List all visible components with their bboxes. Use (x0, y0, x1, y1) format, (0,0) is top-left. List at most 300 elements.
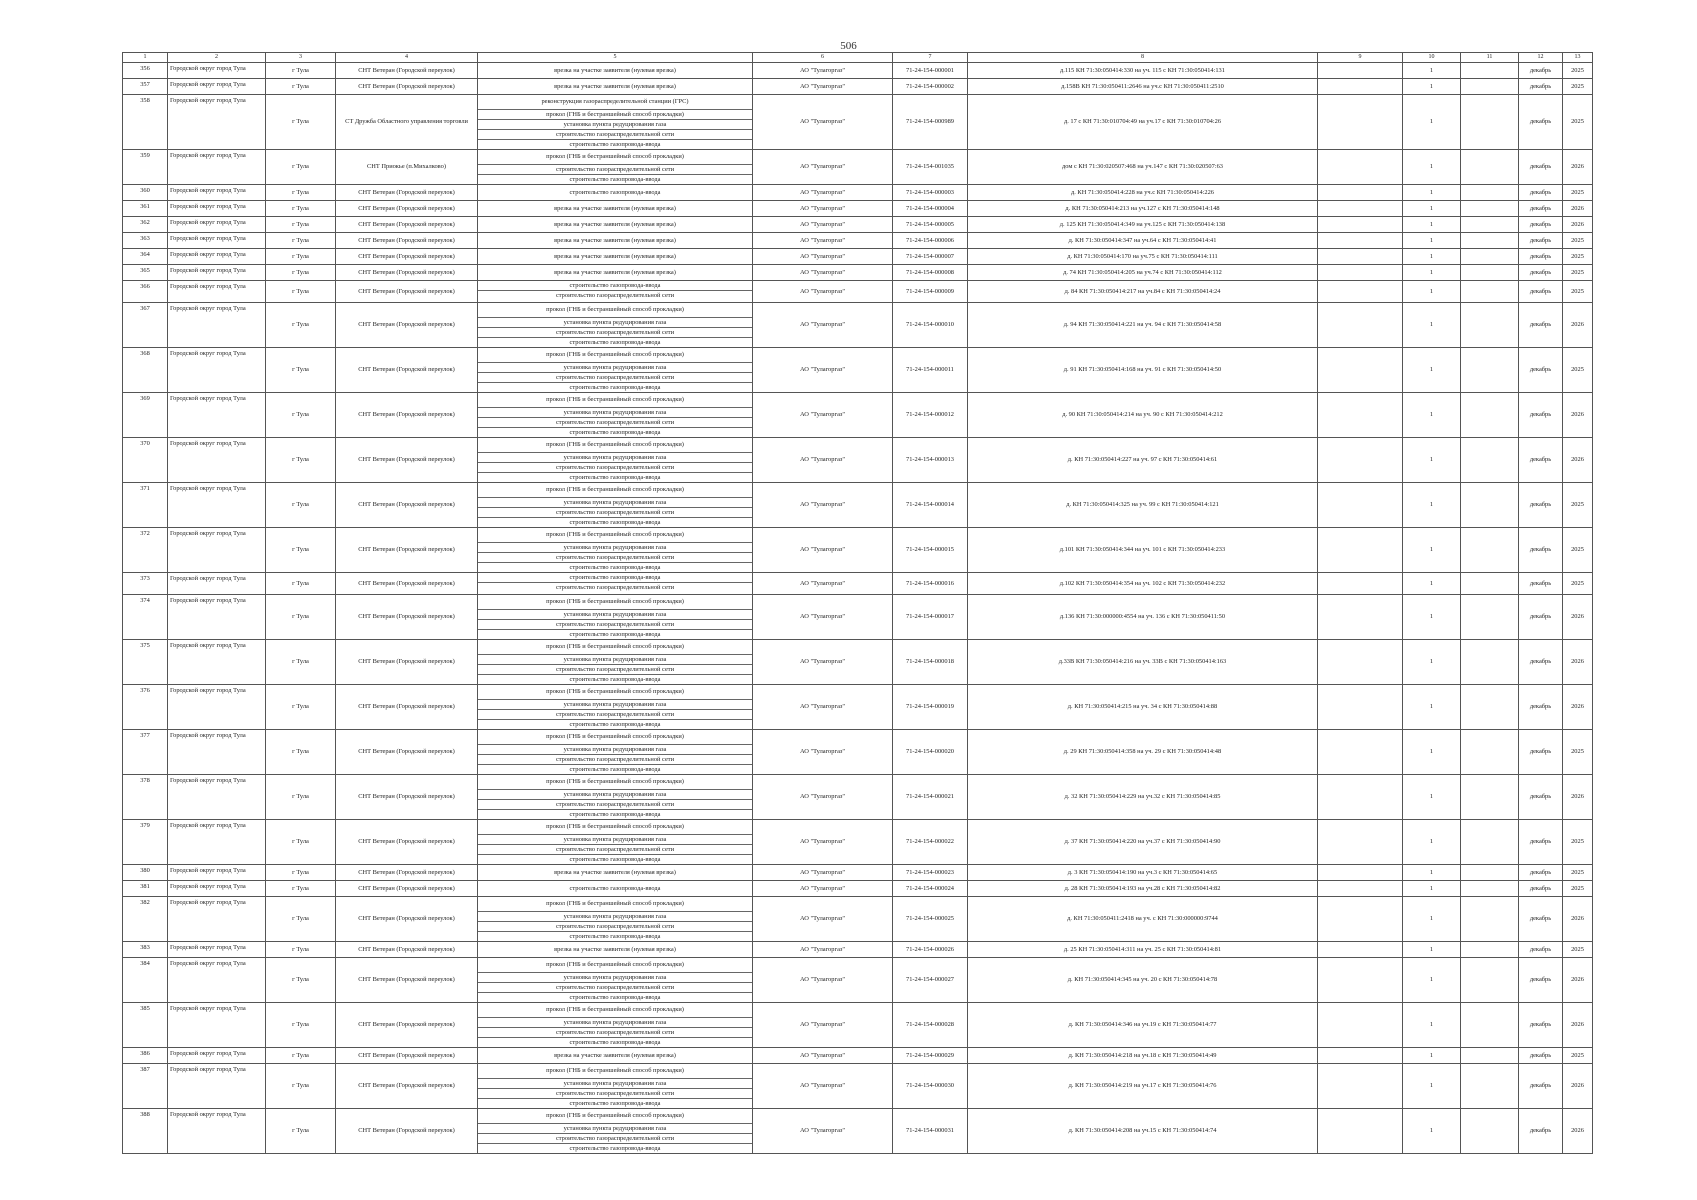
city-cell: г Тула (266, 865, 336, 881)
works-item: врезка на участке заявителя (нулевая врезка) (554, 205, 676, 212)
works-cell (478, 775, 753, 820)
year-cell: 2025 (1563, 483, 1593, 528)
org-cell: АО "Тулагоргаз" (753, 201, 893, 217)
month-cell: декабрь (1519, 150, 1563, 185)
city-cell: г Тула (266, 265, 336, 281)
district-cell: Городской округ город Тула (168, 217, 266, 233)
works-item: строительство газораспределительной сети (478, 1089, 752, 1099)
address-cell: д. КН 71:30:050414:170 на уч.75 с КН 71:30:050414:111 (968, 249, 1318, 265)
empty-cell (1461, 685, 1519, 730)
works-item: строительство газопровода-ввода (569, 429, 661, 436)
object-cell: СНТ Ветеран (Городской переулок) (336, 640, 478, 685)
table-row (123, 265, 1593, 281)
city-cell: г Тула (266, 1003, 336, 1048)
year-cell: 2025 (1563, 881, 1593, 897)
works-cell (478, 640, 753, 685)
works-item: прокол (ГНБ и бестраншейный способ прокладки) (478, 595, 752, 610)
table-row (123, 217, 1593, 233)
empty-cell (1318, 865, 1403, 881)
qty-cell: 1 (1403, 265, 1461, 281)
works-item: строительство газораспределительной сети (478, 165, 752, 175)
qty-cell: 1 (1403, 483, 1461, 528)
object-cell: СНТ Ветеран (Городской переулок) (336, 201, 478, 217)
month-cell: декабрь (1519, 281, 1563, 303)
address-cell: д. 37 КН 71:30:050414:220 на уч.37 с КН 71:30:050414:90 (968, 820, 1318, 865)
empty-cell (1461, 730, 1519, 775)
address-cell: д. 90 КН 71:30:050414:214 на уч. 90 с КН 71:30:050414:212 (968, 393, 1318, 438)
works-item: прокол (ГНБ и бестраншейный способ прокладки) (478, 685, 752, 700)
works-item: установка пункта редуцирования газа (478, 120, 752, 130)
month-cell: декабрь (1519, 942, 1563, 958)
month-cell: декабрь (1519, 640, 1563, 685)
works-item: строительство газопровода-ввода (569, 766, 661, 773)
works-cell (478, 1064, 753, 1109)
org-cell: АО "Тулагоргаз" (753, 942, 893, 958)
district-cell: Городской округ город Тула (168, 640, 266, 685)
address-cell: д. 28 КН 71:30:050414:193 на уч.28 с КН 71:30:050414:82 (968, 881, 1318, 897)
object-cell: СНТ Ветеран (Городской переулок) (336, 217, 478, 233)
works-cell (478, 249, 753, 265)
table-row (123, 63, 1593, 79)
object-cell: СНТ Ветеран (Городской переулок) (336, 1109, 478, 1154)
object-cell: СНТ Ветеран (Городской переулок) (336, 865, 478, 881)
org-cell: АО "Тулагоргаз" (753, 1003, 893, 1048)
column-number: 11 (1461, 53, 1519, 63)
works-cell (478, 958, 753, 1003)
city-cell: г Тула (266, 1048, 336, 1064)
address-cell: д. КН 71:30:050414:346 на уч.19 с КН 71:30:050414:77 (968, 1003, 1318, 1048)
works-cell (478, 685, 753, 730)
works-item: прокол (ГНБ и бестраншейный способ прокладки) (478, 820, 752, 835)
object-cell: СНТ Ветеран (Городской переулок) (336, 79, 478, 95)
works-item: строительство газопровода-ввода (569, 1039, 661, 1046)
org-cell: АО "Тулагоргаз" (753, 348, 893, 393)
works-item: строительство газопровода-ввода (569, 1100, 661, 1107)
num-cell: 384 (123, 958, 168, 1003)
num-cell: 381 (123, 881, 168, 897)
qty-cell: 1 (1403, 573, 1461, 595)
city-cell: г Тула (266, 640, 336, 685)
table-row (123, 730, 1593, 775)
works-item: строительство газораспределительной сети (478, 845, 752, 855)
qty-cell: 1 (1403, 393, 1461, 438)
table-row (123, 881, 1593, 897)
city-cell: г Тула (266, 528, 336, 573)
city-cell: г Тула (266, 201, 336, 217)
month-cell: декабрь (1519, 1109, 1563, 1154)
works-item: строительство газораспределительной сети (555, 292, 675, 299)
city-cell: г Тула (266, 393, 336, 438)
district-cell: Городской округ город Тула (168, 897, 266, 942)
column-number: 1 (123, 53, 168, 63)
city-cell: г Тула (266, 730, 336, 775)
works-item: строительство газопровода-ввода (569, 856, 661, 863)
column-number: 10 (1403, 53, 1461, 63)
month-cell: декабрь (1519, 438, 1563, 483)
works-item: строительство газопровода-ввода (569, 994, 661, 1001)
city-cell: г Тула (266, 483, 336, 528)
org-cell: АО "Тулагоргаз" (753, 897, 893, 942)
empty-cell (1318, 1048, 1403, 1064)
city-cell: г Тула (266, 775, 336, 820)
empty-cell (1461, 265, 1519, 281)
qty-cell: 1 (1403, 528, 1461, 573)
district-cell: Городской округ город Тула (168, 881, 266, 897)
works-cell (478, 393, 753, 438)
num-cell: 370 (123, 438, 168, 483)
month-cell: декабрь (1519, 595, 1563, 640)
code-cell: 71-24-154-000030 (893, 1064, 968, 1109)
table-row (123, 528, 1593, 573)
num-cell: 356 (123, 63, 168, 79)
works-item: строительство газопровода-ввода (569, 339, 661, 346)
address-cell: д.101 КН 71:30:050414:344 на уч. 101 с КН 71:30:050414:233 (968, 528, 1318, 573)
object-cell: СТ Дружба Областного управления торговли (336, 95, 478, 150)
org-cell: АО "Тулагоргаз" (753, 393, 893, 438)
month-cell: декабрь (1519, 730, 1563, 775)
month-cell: декабрь (1519, 233, 1563, 249)
empty-cell (1318, 730, 1403, 775)
works-item: прокол (ГНБ и бестраншейный способ прокладки) (478, 528, 752, 543)
district-cell: Городской округ город Тула (168, 573, 266, 595)
empty-cell (1318, 217, 1403, 233)
empty-cell (1318, 483, 1403, 528)
month-cell: декабрь (1519, 348, 1563, 393)
address-cell: д. КН 71:30:050414:218 на уч.18 с КН 71:30:050414:49 (968, 1048, 1318, 1064)
code-cell: 71-24-154-000013 (893, 438, 968, 483)
works-cell (478, 95, 753, 150)
works-item: установка пункта редуцирования газа (478, 408, 752, 418)
address-cell: д.158В КН 71:30:050411:2646 на уч.с КН 71:30:050411:2510 (968, 79, 1318, 95)
works-item: установка пункта редуцирования газа (478, 745, 752, 755)
year-cell: 2025 (1563, 95, 1593, 150)
district-cell: Городской округ город Тула (168, 1048, 266, 1064)
address-cell: д. 125 КН 71:30:050414:349 на уч.125 с КН 71:30:050414:138 (968, 217, 1318, 233)
qty-cell: 1 (1403, 1064, 1461, 1109)
num-cell: 383 (123, 942, 168, 958)
works-item: прокол (ГНБ и бестраншейный способ прокладки) (478, 110, 752, 120)
works-item: строительство газораспределительной сети (478, 1134, 752, 1144)
code-cell: 71-24-154-000024 (893, 881, 968, 897)
works-cell (478, 595, 753, 640)
works-item: установка пункта редуцирования газа (478, 655, 752, 665)
district-cell: Городской округ город Тула (168, 348, 266, 393)
works-item: прокол (ГНБ и бестраншейный способ прокладки) (478, 1109, 752, 1124)
qty-cell: 1 (1403, 150, 1461, 185)
year-cell: 2026 (1563, 438, 1593, 483)
org-cell: АО "Тулагоргаз" (753, 249, 893, 265)
address-cell: д. КН 71:30:050414:345 на уч. 20 с КН 71:30:050414:78 (968, 958, 1318, 1003)
works-item: строительство газопровода-ввода (569, 384, 661, 391)
org-cell: АО "Тулагоргаз" (753, 281, 893, 303)
org-cell: АО "Тулагоргаз" (753, 185, 893, 201)
district-cell: Городской округ город Тула (168, 942, 266, 958)
empty-cell (1461, 95, 1519, 150)
org-cell: АО "Тулагоргаз" (753, 303, 893, 348)
district-cell: Городской округ город Тула (168, 730, 266, 775)
num-cell: 375 (123, 640, 168, 685)
qty-cell: 1 (1403, 233, 1461, 249)
year-cell: 2026 (1563, 303, 1593, 348)
works-item: строительство газопровода-ввода (569, 176, 661, 183)
table-row (123, 79, 1593, 95)
empty-cell (1318, 595, 1403, 640)
object-cell: СНТ Ветеран (Городской переулок) (336, 348, 478, 393)
empty-cell (1461, 640, 1519, 685)
code-cell: 71-24-154-000003 (893, 185, 968, 201)
city-cell: г Тула (266, 685, 336, 730)
column-number: 9 (1318, 53, 1403, 63)
num-cell: 365 (123, 265, 168, 281)
org-cell: АО "Тулагоргаз" (753, 958, 893, 1003)
qty-cell: 1 (1403, 942, 1461, 958)
year-cell: 2025 (1563, 79, 1593, 95)
qty-cell: 1 (1403, 281, 1461, 303)
month-cell: декабрь (1519, 775, 1563, 820)
qty-cell: 1 (1403, 438, 1461, 483)
works-item: строительство газораспределительной сети (555, 584, 675, 591)
object-cell: СНТ Ветеран (Городской переулок) (336, 233, 478, 249)
empty-cell (1461, 249, 1519, 265)
district-cell: Городской округ город Тула (168, 1109, 266, 1154)
works-item: строительство газораспределительной сети (478, 800, 752, 810)
table-row (123, 573, 1593, 595)
works-item: прокол (ГНБ и бестраншейный способ прокладки) (478, 303, 752, 318)
empty-cell (1318, 438, 1403, 483)
district-cell: Городской округ город Тула (168, 865, 266, 881)
num-cell: 376 (123, 685, 168, 730)
org-cell: АО "Тулагоргаз" (753, 775, 893, 820)
works-item: строительство газораспределительной сети (478, 922, 752, 932)
address-cell: д. 3 КН 71:30:050414:190 на уч.3 с КН 71:30:050414:65 (968, 865, 1318, 881)
empty-cell (1461, 881, 1519, 897)
works-cell (478, 281, 753, 303)
works-item: строительство газопровода-ввода (478, 573, 752, 583)
works-cell (478, 348, 753, 393)
qty-cell: 1 (1403, 730, 1461, 775)
object-cell: СНТ Ветеран (Городской переулок) (336, 265, 478, 281)
qty-cell: 1 (1403, 958, 1461, 1003)
works-item: установка пункта редуцирования газа (478, 543, 752, 553)
year-cell: 2025 (1563, 730, 1593, 775)
address-cell: д. 17 с КН 71:30:010704:49 на уч.17 с КН 71:30:010704:26 (968, 95, 1318, 150)
num-cell: 388 (123, 1109, 168, 1154)
empty-cell (1318, 528, 1403, 573)
num-cell: 373 (123, 573, 168, 595)
city-cell: г Тула (266, 820, 336, 865)
empty-cell (1461, 942, 1519, 958)
num-cell: 379 (123, 820, 168, 865)
object-cell: СНТ Ветеран (Городской переулок) (336, 595, 478, 640)
empty-cell (1461, 483, 1519, 528)
works-item: врезка на участке заявителя (нулевая врезка) (554, 1052, 676, 1059)
works-item: врезка на участке заявителя (нулевая врезка) (554, 869, 676, 876)
object-cell: СНТ Ветеран (Городской переулок) (336, 1064, 478, 1109)
qty-cell: 1 (1403, 595, 1461, 640)
district-cell: Городской округ город Тула (168, 1003, 266, 1048)
month-cell: декабрь (1519, 265, 1563, 281)
org-cell: АО "Тулагоргаз" (753, 685, 893, 730)
city-cell: г Тула (266, 249, 336, 265)
num-cell: 374 (123, 595, 168, 640)
table-row (123, 1064, 1593, 1109)
works-item: прокол (ГНБ и бестраншейный способ прокладки) (478, 730, 752, 745)
city-cell: г Тула (266, 303, 336, 348)
works-item: строительство газопровода-ввода (569, 885, 661, 892)
works-item: прокол (ГНБ и бестраншейный способ прокладки) (478, 348, 752, 363)
code-cell: 71-24-154-000020 (893, 730, 968, 775)
code-cell: 71-24-154-000015 (893, 528, 968, 573)
table-row (123, 1003, 1593, 1048)
district-cell: Городской округ город Тула (168, 775, 266, 820)
org-cell: АО "Тулагоргаз" (753, 1048, 893, 1064)
address-cell: д. 94 КН 71:30:050414:221 на уч. 94 с КН 71:30:050414:58 (968, 303, 1318, 348)
city-cell: г Тула (266, 881, 336, 897)
table-row (123, 685, 1593, 730)
empty-cell (1461, 201, 1519, 217)
works-item: строительство газопровода-ввода (478, 281, 752, 291)
qty-cell: 1 (1403, 63, 1461, 79)
address-cell: д. КН 71:30:050411:2418 на уч. с КН 71:30:000000:9744 (968, 897, 1318, 942)
works-cell (478, 573, 753, 595)
empty-cell (1461, 1109, 1519, 1154)
code-cell: 71-24-154-000989 (893, 95, 968, 150)
works-item: прокол (ГНБ и бестраншейный способ прокладки) (478, 438, 752, 453)
city-cell: г Тула (266, 595, 336, 640)
works-item: строительство газопровода-ввода (569, 519, 661, 526)
works-cell (478, 233, 753, 249)
qty-cell: 1 (1403, 303, 1461, 348)
code-cell: 71-24-154-000010 (893, 303, 968, 348)
empty-cell (1318, 820, 1403, 865)
empty-cell (1461, 63, 1519, 79)
works-item: установка пункта редуцирования газа (478, 700, 752, 710)
city-cell: г Тула (266, 1109, 336, 1154)
table-row (123, 95, 1593, 150)
works-item: строительство газопровода-ввода (569, 189, 661, 196)
empty-cell (1461, 79, 1519, 95)
empty-cell (1461, 958, 1519, 1003)
empty-cell (1318, 79, 1403, 95)
works-cell (478, 217, 753, 233)
works-cell (478, 942, 753, 958)
code-cell: 71-24-154-000006 (893, 233, 968, 249)
org-cell: АО "Тулагоргаз" (753, 595, 893, 640)
object-cell: СНТ Ветеран (Городской переулок) (336, 185, 478, 201)
works-cell (478, 438, 753, 483)
works-item: установка пункта редуцирования газа (478, 835, 752, 845)
code-cell: 71-24-154-000009 (893, 281, 968, 303)
code-cell: 71-24-154-000031 (893, 1109, 968, 1154)
works-cell (478, 185, 753, 201)
code-cell: 71-24-154-000023 (893, 865, 968, 881)
works-item: строительство газопровода-ввода (569, 564, 661, 571)
org-cell: АО "Тулагоргаз" (753, 528, 893, 573)
year-cell: 2025 (1563, 573, 1593, 595)
works-item: врезка на участке заявителя (нулевая врезка) (554, 83, 676, 90)
works-item: строительство газопровода-ввода (569, 631, 661, 638)
org-cell: АО "Тулагоргаз" (753, 150, 893, 185)
object-cell: СНТ Ветеран (Городской переулок) (336, 730, 478, 775)
code-cell: 71-24-154-000004 (893, 201, 968, 217)
works-item: строительство газопровода-ввода (569, 811, 661, 818)
works-cell (478, 820, 753, 865)
empty-cell (1461, 217, 1519, 233)
works-item: установка пункта редуцирования газа (478, 1124, 752, 1134)
empty-cell (1318, 150, 1403, 185)
works-item: прокол (ГНБ и бестраншейный способ прокладки) (478, 393, 752, 408)
works-item: прокол (ГНБ и бестраншейный способ прокладки) (478, 640, 752, 655)
empty-cell (1461, 820, 1519, 865)
object-cell: СНТ Ветеран (Городской переулок) (336, 393, 478, 438)
address-cell: д. КН 71:30:050414:215 на уч. 34 с КН 71:30:050414:88 (968, 685, 1318, 730)
qty-cell: 1 (1403, 820, 1461, 865)
works-item: строительство газопровода-ввода (569, 1145, 661, 1152)
code-cell: 71-24-154-000021 (893, 775, 968, 820)
works-item: установка пункта редуцирования газа (478, 790, 752, 800)
month-cell: декабрь (1519, 865, 1563, 881)
object-cell: СНТ Ветеран (Городской переулок) (336, 685, 478, 730)
org-cell: АО "Тулагоргаз" (753, 79, 893, 95)
works-cell (478, 265, 753, 281)
month-cell: декабрь (1519, 820, 1563, 865)
code-cell: 71-24-154-000027 (893, 958, 968, 1003)
year-cell: 2026 (1563, 150, 1593, 185)
year-cell: 2026 (1563, 685, 1593, 730)
address-cell: д. 91 КН 71:30:050414:168 на уч. 91 с КН 71:30:050414:50 (968, 348, 1318, 393)
empty-cell (1318, 1064, 1403, 1109)
district-cell: Городской округ город Тула (168, 185, 266, 201)
empty-cell (1318, 63, 1403, 79)
empty-cell (1461, 528, 1519, 573)
city-cell: г Тула (266, 281, 336, 303)
city-cell: г Тула (266, 958, 336, 1003)
city-cell: г Тула (266, 63, 336, 79)
empty-cell (1318, 233, 1403, 249)
works-item: строительство газораспределительной сети (478, 373, 752, 383)
code-cell: 71-24-154-000029 (893, 1048, 968, 1064)
works-cell (478, 1048, 753, 1064)
district-cell: Городской округ город Тула (168, 150, 266, 185)
works-item: установка пункта редуцирования газа (478, 912, 752, 922)
num-cell: 364 (123, 249, 168, 265)
year-cell: 2025 (1563, 820, 1593, 865)
org-cell: АО "Тулагоргаз" (753, 483, 893, 528)
qty-cell: 1 (1403, 217, 1461, 233)
address-cell: д. КН 71:30:050414:228 на уч.с КН 71:30:050414:226 (968, 185, 1318, 201)
table-row (123, 483, 1593, 528)
address-cell: д. КН 71:30:050414:227 на уч. 97 с КН 71:30:050414:61 (968, 438, 1318, 483)
address-cell: д. 84 КН 71:30:050414:217 на уч.84 с КН 71:30:050414:24 (968, 281, 1318, 303)
table-row (123, 438, 1593, 483)
table-row (123, 595, 1593, 640)
empty-cell (1318, 393, 1403, 438)
address-cell: д. КН 71:30:050414:347 на уч.64 с КН 71:30:050414:41 (968, 233, 1318, 249)
code-cell: 71-24-154-000014 (893, 483, 968, 528)
table-row (123, 942, 1593, 958)
month-cell: декабрь (1519, 897, 1563, 942)
address-cell: д.33В КН 71:30:050414:216 на уч. 33В с КН 71:30:050414:163 (968, 640, 1318, 685)
empty-cell (1318, 348, 1403, 393)
month-cell: декабрь (1519, 881, 1563, 897)
district-cell: Городской округ город Тула (168, 63, 266, 79)
year-cell: 2025 (1563, 942, 1593, 958)
num-cell: 387 (123, 1064, 168, 1109)
city-cell: г Тула (266, 348, 336, 393)
qty-cell: 1 (1403, 775, 1461, 820)
object-cell: СНТ Ветеран (Городской переулок) (336, 897, 478, 942)
code-cell: 71-24-154-000026 (893, 942, 968, 958)
